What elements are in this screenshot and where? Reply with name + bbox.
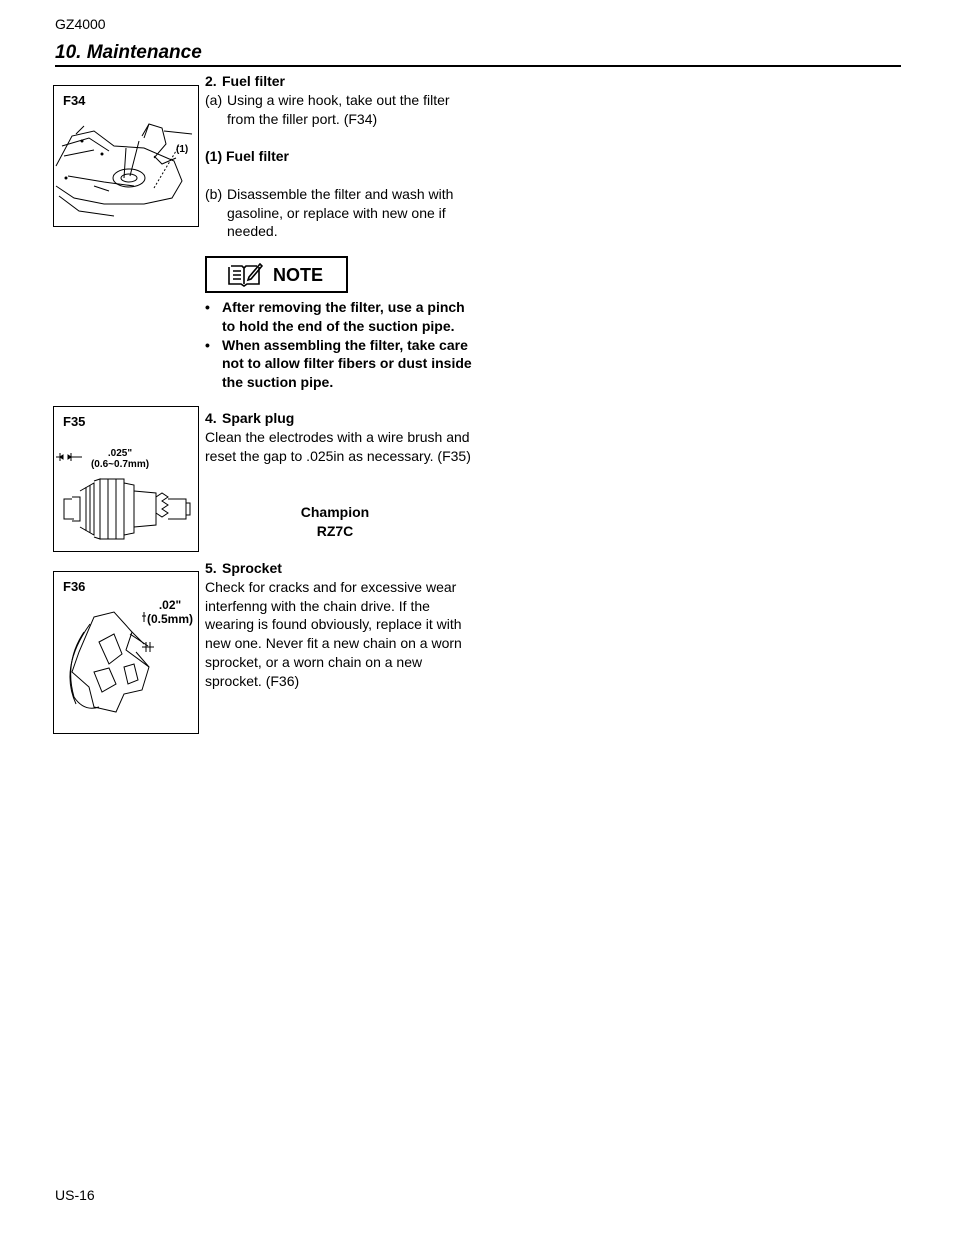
step-mark: (b)	[205, 185, 223, 202]
step-text: Using a wire hook, take out the filter from the filler port. (F34)	[227, 91, 450, 127]
callout-wear-inch: .02"	[158, 598, 182, 612]
part-label-fuel-filter: (1) Fuel filter	[205, 148, 290, 165]
section-number: 2.	[205, 73, 217, 89]
step-a	[205, 91, 475, 129]
spark-plug-section	[205, 409, 475, 465]
sprocket-heading	[205, 559, 475, 578]
note-label: NOTE	[273, 265, 324, 285]
section-title-spark-plug: Spark plug	[222, 410, 295, 426]
note-box	[205, 256, 348, 293]
sprocket-section	[205, 559, 475, 691]
figure-f36	[53, 571, 199, 734]
callout-gap-mm: (0.6~0.7mm)	[90, 459, 150, 470]
spark-plug-body: Clean the electrodes with a wire brush and reset the gap to .025in as necessary. (F35)	[205, 428, 471, 464]
note-item-text: After removing the filter, use a pinch to hold the end of the suction pipe.	[222, 299, 465, 334]
fuel-filter-section	[205, 72, 475, 241]
spark-plug-brand: Champion	[300, 504, 370, 520]
section-title-sprocket: Sprocket	[222, 560, 282, 576]
callout-wear-limit	[142, 598, 198, 626]
title-rule	[55, 65, 901, 67]
section-title: 10. Maintenance	[55, 42, 202, 63]
callout-gap-inch: .025"	[107, 448, 133, 459]
bullet-icon: •	[205, 299, 210, 315]
spark-plug-spec	[285, 503, 385, 541]
figure-f35	[53, 406, 199, 552]
callout-fuel-filter: (1)	[176, 144, 189, 155]
figure-f34	[53, 85, 199, 227]
section-number: 4.	[205, 410, 217, 426]
note-bullet-list	[205, 298, 475, 392]
sprocket-body: Check for cracks and for excessive wear interfenng with the chain drive. If the wearing is found obviously, replace it with new one. Never fit a new chain on a worn sprocket, or a worn chain on a new sprocket. (F36)	[205, 578, 462, 689]
step-mark: (a)	[205, 91, 223, 108]
callout-gap	[90, 448, 150, 470]
figure-label: F36	[63, 579, 86, 594]
step-text: Disassemble the filter and wash with gasoline, or replace with new one if needed.	[227, 185, 454, 240]
callout-wear-mm: (0.5mm)	[146, 612, 193, 626]
book-pencil-icon	[227, 263, 263, 287]
step-b	[205, 185, 475, 241]
fuel-filter-heading	[205, 72, 475, 91]
spark-plug-heading	[205, 409, 475, 428]
page-number: US-16	[55, 1187, 95, 1203]
bullet-icon: •	[205, 336, 210, 353]
list-item	[205, 336, 475, 392]
spark-plug-model: RZ7C	[316, 522, 354, 539]
section-number: 5.	[205, 560, 217, 576]
list-item	[205, 298, 475, 336]
figure-label: F35	[63, 414, 86, 429]
figure-label: F34	[63, 93, 86, 108]
note-item-text: When assembling the filter, take care not to allow filter fibers or dust inside the suction pipe.	[222, 336, 472, 391]
section-title-fuel-filter: Fuel filter	[222, 73, 286, 89]
model-name: GZ4000	[55, 16, 106, 32]
sprocket-illustration	[54, 572, 198, 733]
